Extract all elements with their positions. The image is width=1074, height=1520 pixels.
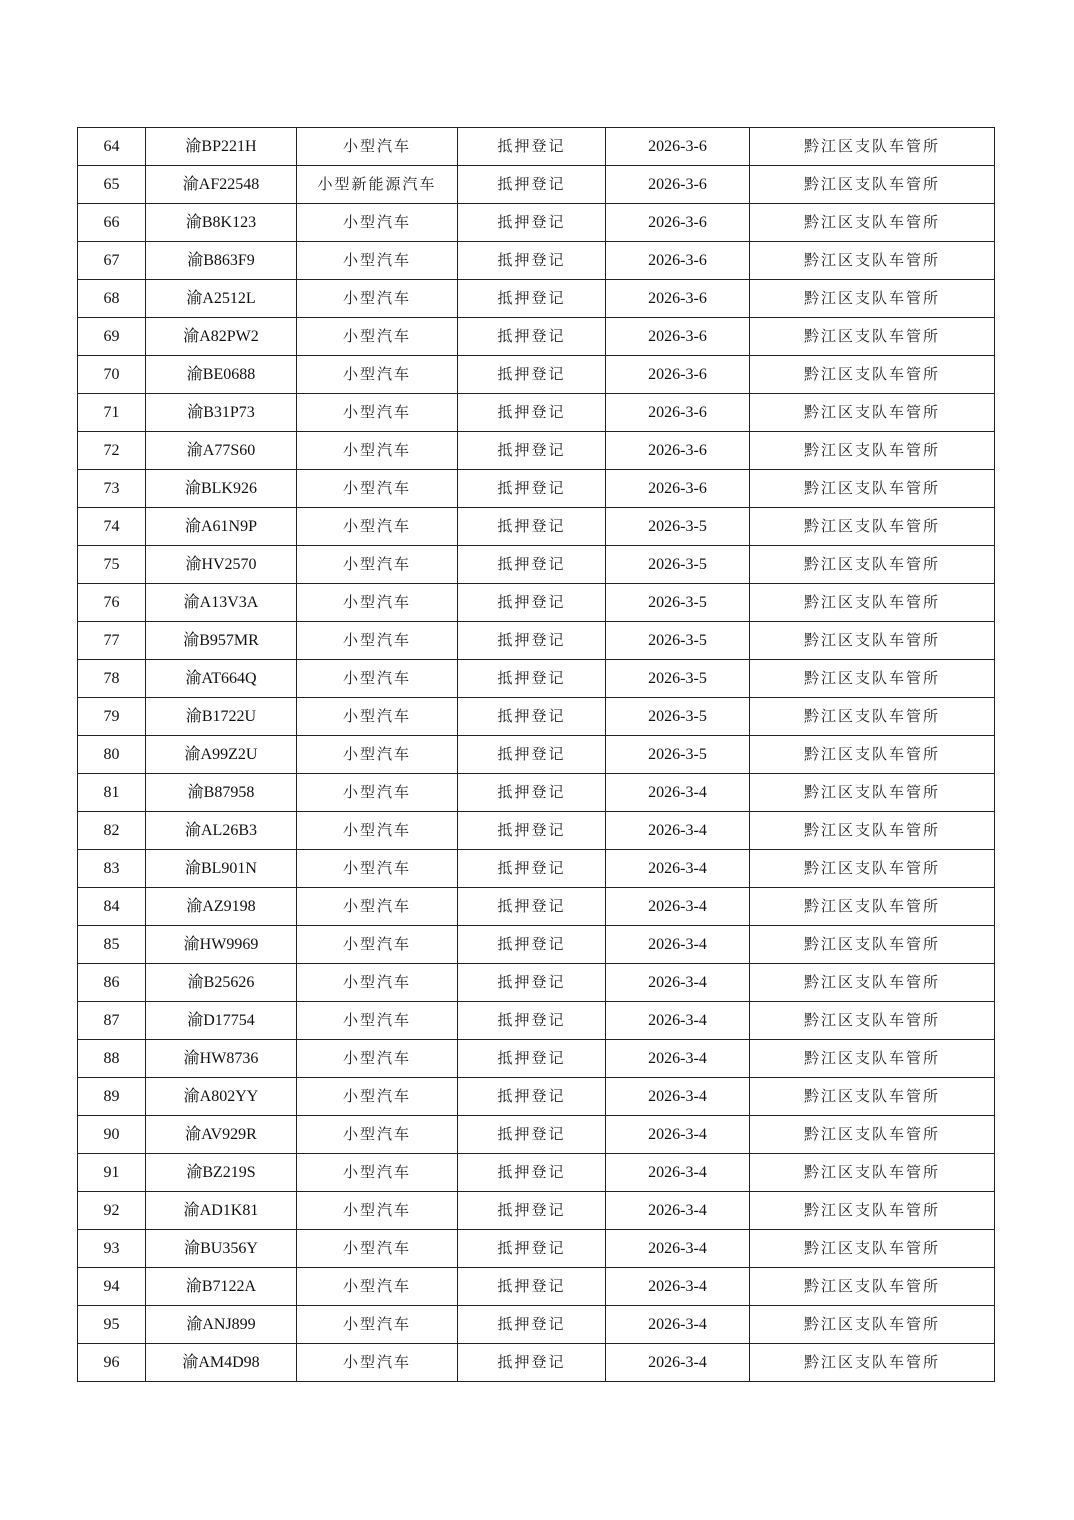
table-row [78, 736, 995, 774]
vehicle-type-cell: 小型汽车 [297, 584, 458, 622]
date-cell: 2026-3-6 [606, 242, 750, 280]
date-cell: 2026-3-4 [606, 926, 750, 964]
row-number-cell: 71 [78, 394, 146, 432]
vehicle-type-cell: 小型汽车 [297, 736, 458, 774]
vehicle-type-cell: 小型汽车 [297, 204, 458, 242]
table-row [78, 850, 995, 888]
office-cell: 黔江区支队车管所 [750, 1268, 995, 1306]
plate-number-cell: 渝AD1K81 [146, 1192, 297, 1230]
office-cell: 黔江区支队车管所 [750, 166, 995, 204]
office-cell: 黔江区支队车管所 [750, 508, 995, 546]
plate-number-cell: 渝B87958 [146, 774, 297, 812]
date-cell: 2026-3-5 [606, 584, 750, 622]
date-cell: 2026-3-4 [606, 1040, 750, 1078]
date-cell: 2026-3-4 [606, 1344, 750, 1382]
vehicle-type-cell: 小型汽车 [297, 1344, 458, 1382]
business-type-cell: 抵押登记 [458, 926, 606, 964]
row-number-cell: 70 [78, 356, 146, 394]
row-number-cell: 95 [78, 1306, 146, 1344]
table-row [78, 508, 995, 546]
table-row [78, 622, 995, 660]
office-cell: 黔江区支队车管所 [750, 1230, 995, 1268]
vehicle-type-cell: 小型汽车 [297, 1192, 458, 1230]
office-cell: 黔江区支队车管所 [750, 1306, 995, 1344]
table-row [78, 964, 995, 1002]
vehicle-type-cell: 小型新能源汽车 [297, 166, 458, 204]
plate-number-cell: 渝BP221H [146, 128, 297, 166]
table-row [78, 128, 995, 166]
vehicle-type-cell: 小型汽车 [297, 888, 458, 926]
office-cell: 黔江区支队车管所 [750, 128, 995, 166]
plate-number-cell: 渝ANJ899 [146, 1306, 297, 1344]
office-cell: 黔江区支队车管所 [750, 318, 995, 356]
business-type-cell: 抵押登记 [458, 622, 606, 660]
row-number-cell: 68 [78, 280, 146, 318]
plate-number-cell: 渝BE0688 [146, 356, 297, 394]
row-number-cell: 83 [78, 850, 146, 888]
vehicle-type-cell: 小型汽车 [297, 1078, 458, 1116]
office-cell: 黔江区支队车管所 [750, 280, 995, 318]
plate-number-cell: 渝BLK926 [146, 470, 297, 508]
vehicle-type-cell: 小型汽车 [297, 660, 458, 698]
row-number-cell: 67 [78, 242, 146, 280]
date-cell: 2026-3-6 [606, 318, 750, 356]
row-number-cell: 81 [78, 774, 146, 812]
plate-number-cell: 渝B25626 [146, 964, 297, 1002]
business-type-cell: 抵押登记 [458, 166, 606, 204]
plate-number-cell: 渝BL901N [146, 850, 297, 888]
date-cell: 2026-3-4 [606, 1268, 750, 1306]
row-number-cell: 73 [78, 470, 146, 508]
office-cell: 黔江区支队车管所 [750, 622, 995, 660]
vehicle-type-cell: 小型汽车 [297, 622, 458, 660]
row-number-cell: 80 [78, 736, 146, 774]
row-number-cell: 74 [78, 508, 146, 546]
row-number-cell: 90 [78, 1116, 146, 1154]
date-cell: 2026-3-4 [606, 888, 750, 926]
vehicle-type-cell: 小型汽车 [297, 698, 458, 736]
business-type-cell: 抵押登记 [458, 356, 606, 394]
row-number-cell: 66 [78, 204, 146, 242]
plate-number-cell: 渝AF22548 [146, 166, 297, 204]
vehicle-type-cell: 小型汽车 [297, 394, 458, 432]
vehicle-type-cell: 小型汽车 [297, 508, 458, 546]
office-cell: 黔江区支队车管所 [750, 736, 995, 774]
vehicle-type-cell: 小型汽车 [297, 1116, 458, 1154]
date-cell: 2026-3-4 [606, 1078, 750, 1116]
vehicle-type-cell: 小型汽车 [297, 470, 458, 508]
vehicle-mortgage-table [77, 127, 995, 1382]
business-type-cell: 抵押登记 [458, 964, 606, 1002]
table-row [78, 356, 995, 394]
table-row [78, 470, 995, 508]
office-cell: 黔江区支队车管所 [750, 1078, 995, 1116]
office-cell: 黔江区支队车管所 [750, 1192, 995, 1230]
business-type-cell: 抵押登记 [458, 1268, 606, 1306]
business-type-cell: 抵押登记 [458, 1306, 606, 1344]
date-cell: 2026-3-6 [606, 394, 750, 432]
table-row [78, 774, 995, 812]
table-row [78, 660, 995, 698]
office-cell: 黔江区支队车管所 [750, 1344, 995, 1382]
plate-number-cell: 渝BZ219S [146, 1154, 297, 1192]
row-number-cell: 76 [78, 584, 146, 622]
table-row [78, 1344, 995, 1382]
business-type-cell: 抵押登记 [458, 736, 606, 774]
row-number-cell: 85 [78, 926, 146, 964]
plate-number-cell: 渝B957MR [146, 622, 297, 660]
date-cell: 2026-3-6 [606, 204, 750, 242]
office-cell: 黔江区支队车管所 [750, 660, 995, 698]
business-type-cell: 抵押登记 [458, 432, 606, 470]
plate-number-cell: 渝A99Z2U [146, 736, 297, 774]
plate-number-cell: 渝A61N9P [146, 508, 297, 546]
vehicle-type-cell: 小型汽车 [297, 774, 458, 812]
business-type-cell: 抵押登记 [458, 1116, 606, 1154]
row-number-cell: 86 [78, 964, 146, 1002]
table-row [78, 584, 995, 622]
business-type-cell: 抵押登记 [458, 204, 606, 242]
vehicle-type-cell: 小型汽车 [297, 1040, 458, 1078]
plate-number-cell: 渝AT664Q [146, 660, 297, 698]
business-type-cell: 抵押登记 [458, 242, 606, 280]
date-cell: 2026-3-6 [606, 166, 750, 204]
row-number-cell: 92 [78, 1192, 146, 1230]
date-cell: 2026-3-4 [606, 812, 750, 850]
business-type-cell: 抵押登记 [458, 1344, 606, 1382]
business-type-cell: 抵押登记 [458, 546, 606, 584]
row-number-cell: 79 [78, 698, 146, 736]
office-cell: 黔江区支队车管所 [750, 584, 995, 622]
table-row [78, 1154, 995, 1192]
business-type-cell: 抵押登记 [458, 850, 606, 888]
business-type-cell: 抵押登记 [458, 584, 606, 622]
table-row [78, 1078, 995, 1116]
table-row [78, 1192, 995, 1230]
vehicle-type-cell: 小型汽车 [297, 850, 458, 888]
business-type-cell: 抵押登记 [458, 660, 606, 698]
row-number-cell: 96 [78, 1344, 146, 1382]
date-cell: 2026-3-4 [606, 1002, 750, 1040]
row-number-cell: 65 [78, 166, 146, 204]
business-type-cell: 抵押登记 [458, 508, 606, 546]
table-row [78, 1002, 995, 1040]
date-cell: 2026-3-6 [606, 280, 750, 318]
plate-number-cell: 渝B863F9 [146, 242, 297, 280]
row-number-cell: 88 [78, 1040, 146, 1078]
table-row [78, 394, 995, 432]
table-row [78, 432, 995, 470]
office-cell: 黔江区支队车管所 [750, 850, 995, 888]
table-row [78, 166, 995, 204]
table-row [78, 812, 995, 850]
vehicle-type-cell: 小型汽车 [297, 432, 458, 470]
date-cell: 2026-3-5 [606, 660, 750, 698]
row-number-cell: 77 [78, 622, 146, 660]
vehicle-type-cell: 小型汽车 [297, 242, 458, 280]
vehicle-type-cell: 小型汽车 [297, 1306, 458, 1344]
office-cell: 黔江区支队车管所 [750, 204, 995, 242]
date-cell: 2026-3-4 [606, 774, 750, 812]
plate-number-cell: 渝BU356Y [146, 1230, 297, 1268]
office-cell: 黔江区支队车管所 [750, 394, 995, 432]
date-cell: 2026-3-4 [606, 850, 750, 888]
table-row [78, 926, 995, 964]
business-type-cell: 抵押登记 [458, 888, 606, 926]
business-type-cell: 抵押登记 [458, 774, 606, 812]
vehicle-type-cell: 小型汽车 [297, 318, 458, 356]
plate-number-cell: 渝A802YY [146, 1078, 297, 1116]
office-cell: 黔江区支队车管所 [750, 964, 995, 1002]
table-row [78, 204, 995, 242]
row-number-cell: 72 [78, 432, 146, 470]
table-row [78, 546, 995, 584]
date-cell: 2026-3-4 [606, 1192, 750, 1230]
date-cell: 2026-3-6 [606, 470, 750, 508]
vehicle-type-cell: 小型汽车 [297, 1230, 458, 1268]
vehicle-type-cell: 小型汽车 [297, 128, 458, 166]
vehicle-type-cell: 小型汽车 [297, 926, 458, 964]
office-cell: 黔江区支队车管所 [750, 1154, 995, 1192]
business-type-cell: 抵押登记 [458, 812, 606, 850]
office-cell: 黔江区支队车管所 [750, 1116, 995, 1154]
plate-number-cell: 渝A2512L [146, 280, 297, 318]
office-cell: 黔江区支队车管所 [750, 242, 995, 280]
vehicle-type-cell: 小型汽车 [297, 964, 458, 1002]
vehicle-type-cell: 小型汽车 [297, 1002, 458, 1040]
date-cell: 2026-3-6 [606, 432, 750, 470]
plate-number-cell: 渝A13V3A [146, 584, 297, 622]
business-type-cell: 抵押登记 [458, 128, 606, 166]
date-cell: 2026-3-6 [606, 128, 750, 166]
vehicle-type-cell: 小型汽车 [297, 1268, 458, 1306]
office-cell: 黔江区支队车管所 [750, 698, 995, 736]
date-cell: 2026-3-4 [606, 1230, 750, 1268]
table-body [78, 128, 995, 1382]
vehicle-type-cell: 小型汽车 [297, 280, 458, 318]
date-cell: 2026-3-5 [606, 508, 750, 546]
plate-number-cell: 渝AZ9198 [146, 888, 297, 926]
vehicle-type-cell: 小型汽车 [297, 356, 458, 394]
office-cell: 黔江区支队车管所 [750, 470, 995, 508]
business-type-cell: 抵押登记 [458, 1040, 606, 1078]
plate-number-cell: 渝HV2570 [146, 546, 297, 584]
office-cell: 黔江区支队车管所 [750, 1040, 995, 1078]
business-type-cell: 抵押登记 [458, 1192, 606, 1230]
row-number-cell: 82 [78, 812, 146, 850]
row-number-cell: 75 [78, 546, 146, 584]
date-cell: 2026-3-5 [606, 546, 750, 584]
vehicle-type-cell: 小型汽车 [297, 812, 458, 850]
vehicle-type-cell: 小型汽车 [297, 1154, 458, 1192]
plate-number-cell: 渝AV929R [146, 1116, 297, 1154]
plate-number-cell: 渝A77S60 [146, 432, 297, 470]
date-cell: 2026-3-4 [606, 1154, 750, 1192]
row-number-cell: 91 [78, 1154, 146, 1192]
date-cell: 2026-3-6 [606, 356, 750, 394]
plate-number-cell: 渝B1722U [146, 698, 297, 736]
business-type-cell: 抵押登记 [458, 394, 606, 432]
row-number-cell: 84 [78, 888, 146, 926]
table-row [78, 698, 995, 736]
row-number-cell: 64 [78, 128, 146, 166]
table-row [78, 888, 995, 926]
business-type-cell: 抵押登记 [458, 698, 606, 736]
vehicle-type-cell: 小型汽车 [297, 546, 458, 584]
date-cell: 2026-3-5 [606, 736, 750, 774]
plate-number-cell: 渝B8K123 [146, 204, 297, 242]
table-row [78, 1040, 995, 1078]
business-type-cell: 抵押登记 [458, 1154, 606, 1192]
business-type-cell: 抵押登记 [458, 470, 606, 508]
business-type-cell: 抵押登记 [458, 318, 606, 356]
office-cell: 黔江区支队车管所 [750, 812, 995, 850]
row-number-cell: 93 [78, 1230, 146, 1268]
table-row [78, 1230, 995, 1268]
date-cell: 2026-3-4 [606, 964, 750, 1002]
plate-number-cell: 渝B7122A [146, 1268, 297, 1306]
row-number-cell: 78 [78, 660, 146, 698]
table-row [78, 280, 995, 318]
plate-number-cell: 渝HW8736 [146, 1040, 297, 1078]
date-cell: 2026-3-4 [606, 1116, 750, 1154]
row-number-cell: 89 [78, 1078, 146, 1116]
plate-number-cell: 渝AM4D98 [146, 1344, 297, 1382]
office-cell: 黔江区支队车管所 [750, 926, 995, 964]
business-type-cell: 抵押登记 [458, 280, 606, 318]
office-cell: 黔江区支队车管所 [750, 546, 995, 584]
business-type-cell: 抵押登记 [458, 1002, 606, 1040]
row-number-cell: 69 [78, 318, 146, 356]
date-cell: 2026-3-5 [606, 698, 750, 736]
plate-number-cell: 渝D17754 [146, 1002, 297, 1040]
plate-number-cell: 渝AL26B3 [146, 812, 297, 850]
office-cell: 黔江区支队车管所 [750, 888, 995, 926]
plate-number-cell: 渝A82PW2 [146, 318, 297, 356]
date-cell: 2026-3-5 [606, 622, 750, 660]
row-number-cell: 87 [78, 1002, 146, 1040]
office-cell: 黔江区支队车管所 [750, 432, 995, 470]
office-cell: 黔江区支队车管所 [750, 1002, 995, 1040]
date-cell: 2026-3-4 [606, 1306, 750, 1344]
plate-number-cell: 渝HW9969 [146, 926, 297, 964]
business-type-cell: 抵押登记 [458, 1078, 606, 1116]
table-row [78, 1268, 995, 1306]
table-row [78, 1306, 995, 1344]
table-row [78, 242, 995, 280]
row-number-cell: 94 [78, 1268, 146, 1306]
table-row [78, 318, 995, 356]
plate-number-cell: 渝B31P73 [146, 394, 297, 432]
business-type-cell: 抵押登记 [458, 1230, 606, 1268]
table-row [78, 1116, 995, 1154]
office-cell: 黔江区支队车管所 [750, 774, 995, 812]
office-cell: 黔江区支队车管所 [750, 356, 995, 394]
